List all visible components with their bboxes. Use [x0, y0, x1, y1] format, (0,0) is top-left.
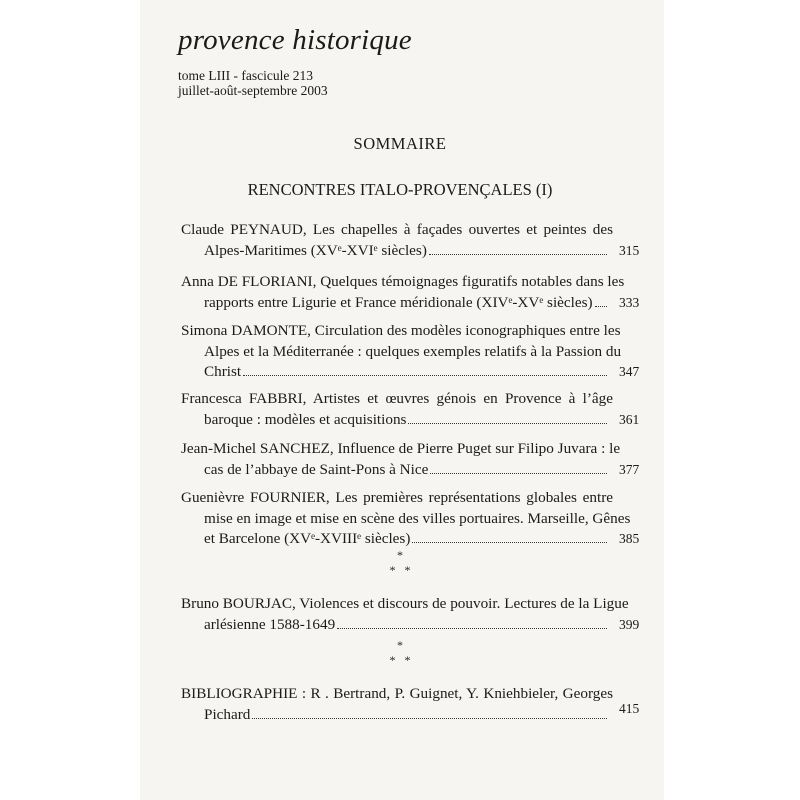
star-top: *: [397, 548, 403, 562]
star-bottom: * *: [389, 653, 411, 667]
toc-entry: [181, 488, 640, 550]
entry-line: Francesca FABBRI, Artistes et œuvres génois en Provence à l’âge: [181, 390, 613, 407]
page-number: 415: [619, 701, 640, 716]
page-number: 399: [619, 617, 640, 632]
entry-line: Alpes et la Méditerranée : quelques exemples relatifs à la Passion du: [204, 342, 622, 360]
separator-stars: [0, 548, 800, 578]
entry-line: baroque : modèles et acquisitions: [204, 410, 407, 428]
entry-line: et Barcelone (XVᵉ-XVIIIᵉ siècles): [204, 530, 411, 547]
dot-leader: [408, 423, 607, 424]
entry-line: Simona DAMONTE, Circulation des modèles iconographiques entre les: [181, 322, 621, 339]
entry-line: Guenièvre FOURNIER, Les premières représentations globales entre: [181, 489, 613, 506]
toc-entry: [181, 272, 640, 313]
dot-leader: [252, 718, 607, 719]
entry-line: Jean-Michel SANCHEZ, Influence de Pierre Puget sur Filipo Juvara : le: [181, 440, 621, 457]
page-number: 361: [619, 412, 640, 427]
entry-line: cas de l’abbaye de Saint-Pons à Nice: [204, 460, 429, 478]
dot-leader: [595, 306, 607, 307]
toc-entry: [181, 439, 640, 480]
page-number: 315: [619, 243, 640, 258]
issue-info: [178, 68, 328, 98]
entry-line: Anna DE FLORIANI, Quelques témoignages figuratifs notables dans les: [181, 273, 625, 290]
page-number: 385: [619, 531, 640, 546]
entry-line: Christ: [204, 363, 242, 380]
issue-volume: tome LIII - fascicule 213: [178, 68, 313, 83]
page-number: 333: [619, 295, 640, 310]
toc-entry: [181, 594, 640, 635]
dot-leader: [337, 628, 607, 629]
entry-line: rapports entre Ligurie et France méridionale (XIVᵉ-XVᵉ siècles): [204, 293, 593, 311]
section-title: RENCONTRES ITALO-PROVENÇALES (I): [247, 180, 553, 199]
star-bottom: * *: [389, 563, 411, 577]
star-top: *: [397, 638, 403, 652]
dot-leader: [243, 375, 607, 376]
dot-leader: [412, 542, 607, 543]
contents-heading: SOMMAIRE: [353, 134, 447, 153]
toc-entry: [181, 389, 640, 430]
page-number: 347: [619, 364, 640, 379]
entry-line: BIBLIOGRAPHIE : R . Bertrand, P. Guignet, Y. Kniehbieler, Georges: [181, 685, 613, 702]
entry-line: mise en image et mise en scène des villes portuaires. Marseille, Gênes: [204, 509, 631, 527]
separator-stars: [0, 638, 800, 668]
entry-line: arlésienne 1588-1649: [204, 615, 336, 633]
entry-line: Alpes-Maritimes (XVᵉ-XVIᵉ siècles): [204, 241, 427, 259]
entry-line: Bruno BOURJAC, Violences et discours de pouvoir. Lectures de la Ligue: [181, 595, 629, 612]
toc-entry: [181, 321, 640, 383]
toc-entry: [181, 220, 640, 261]
entry-line: Claude PEYNAUD, Les chapelles à façades ouvertes et peintes des: [181, 221, 613, 238]
dot-leader: [429, 254, 607, 255]
issue-date: juillet-août-septembre 2003: [178, 83, 328, 98]
dot-leader: [430, 473, 607, 474]
journal-title: provence historique: [178, 24, 412, 56]
entry-line: Pichard: [204, 705, 251, 723]
page-number: 377: [619, 462, 640, 477]
toc-entry: [181, 684, 640, 725]
